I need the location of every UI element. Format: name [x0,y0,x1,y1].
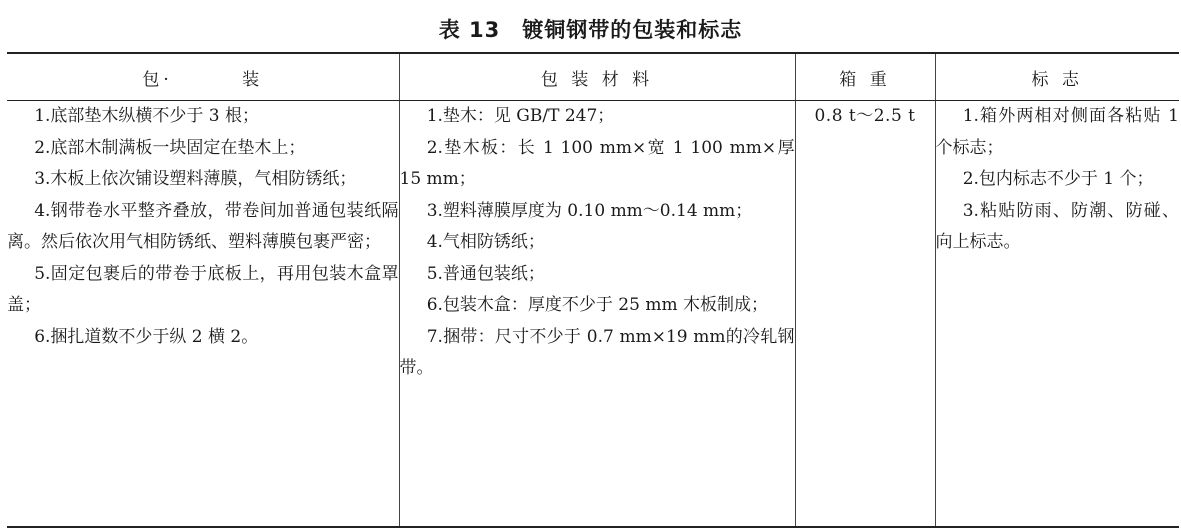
marking-item: 2.包内标志不少于 1 个； [962,169,1154,189]
packaging-step: 2.底部木制满板一块固定在垫木上； [34,137,306,158]
box-weight-cell: 0.8 t～2.5 t [795,101,935,528]
marking-item: 1.箱外两相对侧面各粘贴 1 个标志； [935,106,1179,158]
material-item: 2.垫木板：长 1 100 mm×宽 1 100 mm×厚 15 mm； [399,137,795,189]
material-item: 1.垫木：见 GB/T 247； [426,106,615,126]
materials-cell [399,101,795,528]
material-item: 3.塑料薄膜厚度为 0.10 mm～0.14 mm； [426,200,753,221]
header-box-weight: 箱 重 [795,53,935,101]
table-row [7,101,1179,528]
header-packaging: 包· 装 [7,53,399,101]
header-row [7,53,1179,101]
packaging-step: 1.底部垫木纵横不少于 3 根； [34,106,260,126]
header-marking: 标 志 [935,53,1179,101]
packaging-marking-table [7,52,1179,528]
packaging-step: 4.钢带卷水平整齐叠放，带卷间加普通包装纸隔离。然后依次用气相防锈纸、塑料薄膜包裹严密； [7,200,399,252]
packaging-cell [7,101,399,528]
material-item: 7.捆带：尺寸不少于 0.7 mm×19 mm的冷轧钢带。 [399,326,795,378]
table-title: 镀铜钢带的包装和标志 [522,18,743,42]
material-item: 4.气相防锈纸； [426,232,545,252]
table-number: 表 13 [438,18,501,42]
material-item: 6.包装木盒：厚度不少于 25 mm 木板制成； [426,295,768,315]
table-caption [0,14,1181,44]
packaging-step: 3.木板上依次铺设塑料薄膜，气相防锈纸； [34,169,357,189]
packaging-step: 6.捆扎道数不少于纵 2 横 2。 [34,326,259,347]
material-item: 5.普通包装纸； [426,263,545,284]
marking-cell [935,101,1179,528]
packaging-step: 5.固定包裹后的带卷于底板上，再用包装木盒罩盖； [7,263,399,315]
header-materials: 包 装 材 料 [399,53,795,101]
marking-item: 3.粘贴防雨、防潮、防碰、向上标志。 [935,200,1179,252]
